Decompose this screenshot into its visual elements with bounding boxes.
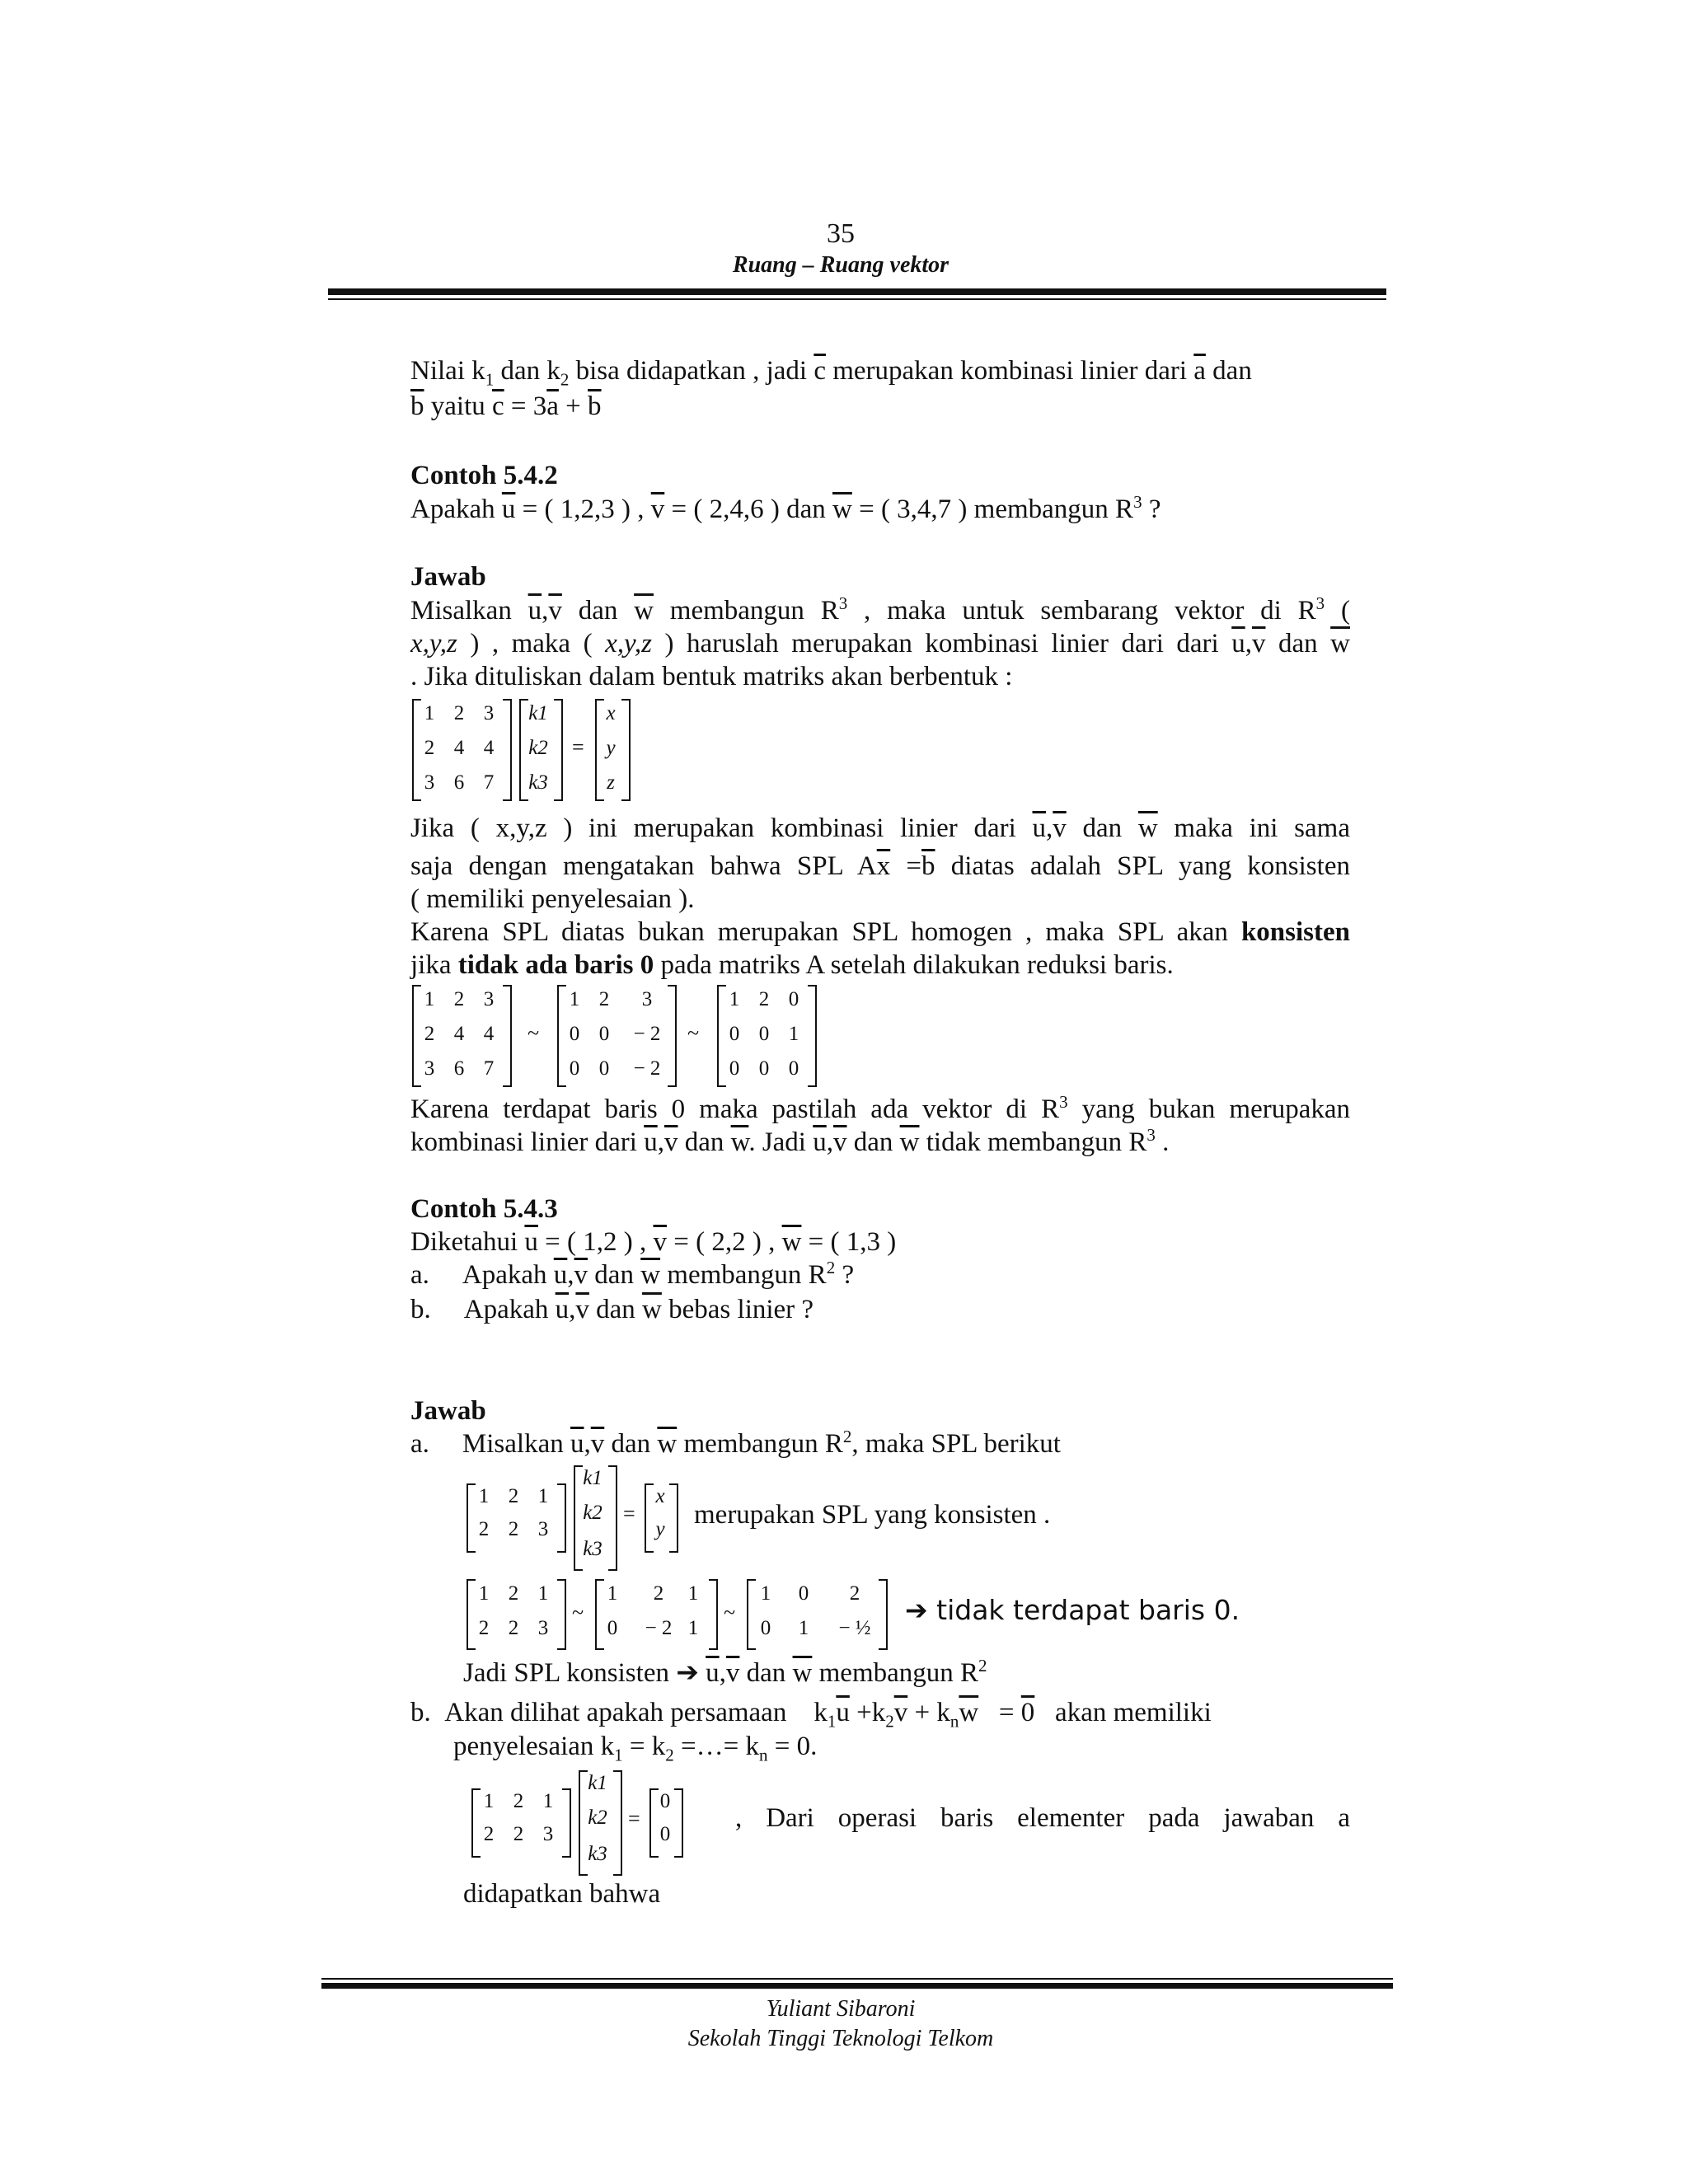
matrix-cell: 0 (598, 1057, 610, 1080)
matrix-cell: 2 (424, 737, 435, 759)
matrix-cell: 0 (760, 1617, 771, 1639)
matrix-cell: 1 (569, 988, 580, 1010)
matrix-cell: 1 (537, 1582, 549, 1605)
matrix-cell: 3 (641, 988, 653, 1010)
matrix-cell: 1 (798, 1617, 809, 1639)
bracket (557, 1579, 566, 1650)
matrix-cell: k3 (583, 1538, 603, 1560)
matrix-cell: 1 (537, 1485, 549, 1507)
matrix-cell: 1 (424, 988, 435, 1010)
matrix-cell: 7 (483, 771, 495, 794)
matrix-cell: 7 (483, 1057, 495, 1080)
footer-rule (321, 1983, 1393, 1989)
matrix-cell: 0 (569, 1057, 580, 1080)
matrix-cell: k1 (588, 1772, 607, 1794)
bracket (613, 1770, 622, 1876)
footer-rule-thin (321, 1978, 1393, 1980)
question-a: a. Apakah $\overline{u},\overline{v}$ dan $\overline{w}$ membangun $R^2$ ? (410, 1258, 855, 1290)
matrix-cell: 4 (483, 737, 495, 759)
matrix-cell: 4 (483, 1023, 495, 1045)
matrix-cell: − 2 (645, 1617, 673, 1639)
matrix-cell: y (655, 1518, 665, 1540)
intro-line-1: Nilai $k_1$ dan $k_2$ bisa didapatkan , jadi $\overline{c}$ merupakan kombinasi linier dari $\overline{a}$ dan (410, 356, 1252, 390)
matrix-cell: 2 (483, 1823, 495, 1845)
matrix-cell: 1 (424, 702, 435, 724)
answer-heading-2: Jawab (410, 1396, 486, 1426)
matrix-cell: 6 (453, 771, 465, 794)
row-reduction-2 (467, 1579, 912, 1653)
matrix-cell: 0 (569, 1023, 580, 1045)
no-zero-row-text: ➔ tidak terdapat baris 0. (905, 1594, 1240, 1626)
matrix-cell: 0 (659, 1790, 671, 1812)
answer-1-line-9: Karena terdapat baris 0 maka pastilah ada vektor di $R^3$ yang bukan merupakan (410, 1092, 1350, 1124)
matrix-cell: 1 (729, 988, 740, 1010)
header-rule-thin (328, 298, 1386, 300)
bracket (503, 985, 512, 1087)
bracket (674, 1788, 683, 1858)
matrix-cell: 3 (483, 702, 495, 724)
matrix-cell: 1 (478, 1582, 490, 1605)
matrix-cell: − 2 (633, 1023, 661, 1045)
matrix-cell: k2 (583, 1502, 603, 1524)
row-reduction-1 (412, 985, 841, 1088)
matrix-cell: k2 (588, 1807, 607, 1829)
matrix-cell: 0 (788, 988, 799, 1010)
matrix-cell: 0 (607, 1617, 618, 1639)
matrix-cell: x (606, 702, 616, 724)
matrix-cell: k1 (583, 1467, 603, 1489)
matrix-equation-3 (471, 1770, 719, 1877)
matrix-cell: 0 (758, 1023, 770, 1045)
matrix-cell: 4 (453, 1023, 465, 1045)
matrix-cell: k3 (528, 771, 548, 794)
elementary-ops-text: , Dari operasi baris elementer pada jawaban a (735, 1803, 1350, 1833)
matrix-cell: 2 (508, 1582, 519, 1605)
matrix-cell: 0 (758, 1057, 770, 1080)
matrix-cell: y (606, 737, 616, 759)
answer-b-line-2: penyelesaian $k_1 = k_2$ =…= $k_n = 0$. (453, 1732, 818, 1765)
matrix-cell: k3 (588, 1843, 607, 1865)
question-b: b. Apakah $\overline{u},\overline{v}$ dan $\overline{w}$ bebas linier ? (410, 1295, 814, 1324)
bracket (709, 1579, 718, 1650)
answer-1-line-10: kombinasi linier dari $\overline{u},\overline{v}$ dan $\overline{w}$. Jadi $\overline{u},\overline{v}$ dan $\overline{w}$ tidak membangun $R^3$ . (410, 1125, 1170, 1157)
matrix-cell: 4 (453, 737, 465, 759)
matrix-cell: 1 (788, 1023, 799, 1045)
matrix-cell: 2 (513, 1790, 524, 1812)
answer-1-line-1: Misalkan $\overline{u},\overline{v}$ dan $\overline{w}$ membangun $R^3$ , maka untuk sembarang vektor di $R^3$ ( (410, 593, 1350, 626)
matrix-cell: 6 (453, 1057, 465, 1080)
matrix-cell: − 2 (633, 1057, 661, 1080)
matrix-cell: 3 (424, 1057, 435, 1080)
bracket (879, 1579, 888, 1650)
answer-1-line-4: Jika ( x,y,z ) ini merupakan kombinasi linier dari $\overline{u},\overline{v}$ dan $\overline{w}$ maka ini sama (410, 813, 1350, 843)
matrix-cell: k2 (528, 737, 548, 759)
matrix-cell: 2 (849, 1582, 860, 1605)
matrix-cell: 0 (729, 1057, 740, 1080)
bracket (669, 1483, 678, 1553)
answer-1-line-5: saja dengan mengatakan bahwa SPL $A\overline{x} =\overline{b}$ diatas adalah SPL yang konsisten (410, 851, 1350, 881)
example-5-4-2-question: Apakah $\overline{u}$ = ( 1,2,3 ) , $\overline{v}$ = ( 2,4,6 ) dan $\overline{w}$ = ( 3,4,7 ) membangun $R^3$ ? (410, 492, 1161, 524)
matrix-cell: k1 (528, 702, 548, 724)
matrix-cell: 2 (508, 1485, 519, 1507)
matrix-cell: 3 (424, 771, 435, 794)
matrix-cell: 1 (760, 1582, 771, 1605)
tilde-sign: ~ (724, 1601, 736, 1624)
example-5-4-2-title: Contoh 5.4.2 (410, 461, 558, 490)
bracket (503, 699, 512, 801)
bracket (562, 1788, 571, 1858)
running-title: Ruang – Ruang vektor (732, 252, 950, 278)
matrix-cell: 2 (653, 1582, 664, 1605)
matrix-cell: − ½ (838, 1617, 871, 1639)
equals-sign: = (623, 1502, 635, 1526)
bracket (808, 985, 817, 1087)
matrix-cell: 1 (542, 1790, 554, 1812)
answer-a-line-1: a. Misalkan $\overline{u},\overline{v}$ dan $\overline{w}$ membangun $R^2$, maka SPL berikut (410, 1427, 1061, 1459)
matrix-cell: 2 (508, 1518, 519, 1540)
answer-1-line-8: jika tidak ada baris 0 pada matriks A setelah dilakukan reduksi baris. (410, 950, 1174, 980)
answer-1-line-3: . Jika dituliskan dalam bentuk matriks akan berbentuk : (410, 662, 1013, 691)
matrix-cell: 0 (798, 1582, 809, 1605)
consistent-spl-text: merupakan SPL yang konsisten . (694, 1500, 1051, 1530)
bracket (668, 985, 677, 1087)
header-rule (328, 288, 1386, 295)
matrix-cell: x (655, 1485, 665, 1507)
matrix-cell: 2 (453, 702, 465, 724)
matrix-cell: 2 (508, 1617, 519, 1639)
footer-institution: Sekolah Tinggi Teknologi Telkom (687, 2026, 994, 2051)
answer-b-last-line: didapatkan bahwa (463, 1879, 661, 1909)
tilde-sign: ~ (572, 1601, 584, 1624)
bracket (608, 1465, 617, 1571)
answer-1-line-6: ( memiliki penyelesaian ). (410, 884, 695, 914)
matrix-cell: 3 (542, 1823, 554, 1845)
answer-b-line-1: b. Akan dilihat apakah persamaan $k_1\overline{u} +k_2\overline{v} + k_n\overline{w} = 0$ akan memiliki (410, 1698, 1212, 1732)
matrix-cell: 2 (758, 988, 770, 1010)
matrix-cell: 2 (513, 1823, 524, 1845)
conclusion-a: Jadi SPL konsisten ➔ $\overline{u},\overline{v}$ dan $\overline{w}$ membangun $R^2$ (463, 1656, 987, 1688)
equals-sign: = (628, 1807, 640, 1830)
matrix-cell: 1 (687, 1582, 699, 1605)
matrix-cell: 0 (729, 1023, 740, 1045)
tilde-sign: ~ (528, 1021, 540, 1045)
bracket (621, 699, 631, 801)
matrix-cell: 0 (788, 1057, 799, 1080)
equals-sign: = (572, 735, 584, 759)
matrix-cell: 2 (598, 988, 610, 1010)
matrix-cell: z (607, 771, 615, 794)
page-number: 35 (827, 218, 855, 249)
matrix-cell: 2 (453, 988, 465, 1010)
matrix-equation-1 (412, 699, 643, 802)
matrix-cell: 2 (424, 1023, 435, 1045)
example-5-4-3-title: Contoh 5.4.3 (410, 1194, 558, 1224)
matrix-cell: 3 (537, 1617, 549, 1639)
matrix-cell: 1 (483, 1790, 495, 1812)
matrix-cell: 3 (483, 988, 495, 1010)
answer-heading-1: Jawab (410, 562, 486, 592)
matrix-cell: 1 (607, 1582, 618, 1605)
matrix-cell: 1 (687, 1617, 699, 1639)
bracket (554, 699, 563, 801)
matrix-cell: 0 (598, 1023, 610, 1045)
footer-author: Yuliant Sibaroni (766, 1996, 916, 2022)
tilde-sign: ~ (687, 1021, 700, 1045)
matrix-cell: 1 (478, 1485, 490, 1507)
matrix-equation-2 (467, 1465, 714, 1572)
answer-1-line-2: x,y,z ) , maka ( x,y,z ) haruslah merupakan kombinasi linier dari dari $\overline{u},\overline{v}$ dan $\overline{w}$ (410, 629, 1350, 658)
matrix-cell: 0 (659, 1823, 671, 1845)
matrix-cell: 2 (478, 1518, 490, 1540)
intro-line-2: $\overline{b}$ yaitu $\overline{c} = 3\overline{a} + \overline{b}$ (410, 391, 602, 421)
answer-1-line-7: Karena SPL diatas bukan merupakan SPL homogen , maka SPL akan konsisten (410, 917, 1350, 947)
example-5-4-3-given: Diketahui $\overline{u}$ = ( 1,2 ) , $\overline{v}$ = ( 2,2 ) , $\overline{w}$ = ( 1,3 ) (410, 1227, 897, 1257)
matrix-cell: 3 (537, 1518, 549, 1540)
bracket (557, 1483, 566, 1553)
matrix-cell: 2 (478, 1617, 490, 1639)
